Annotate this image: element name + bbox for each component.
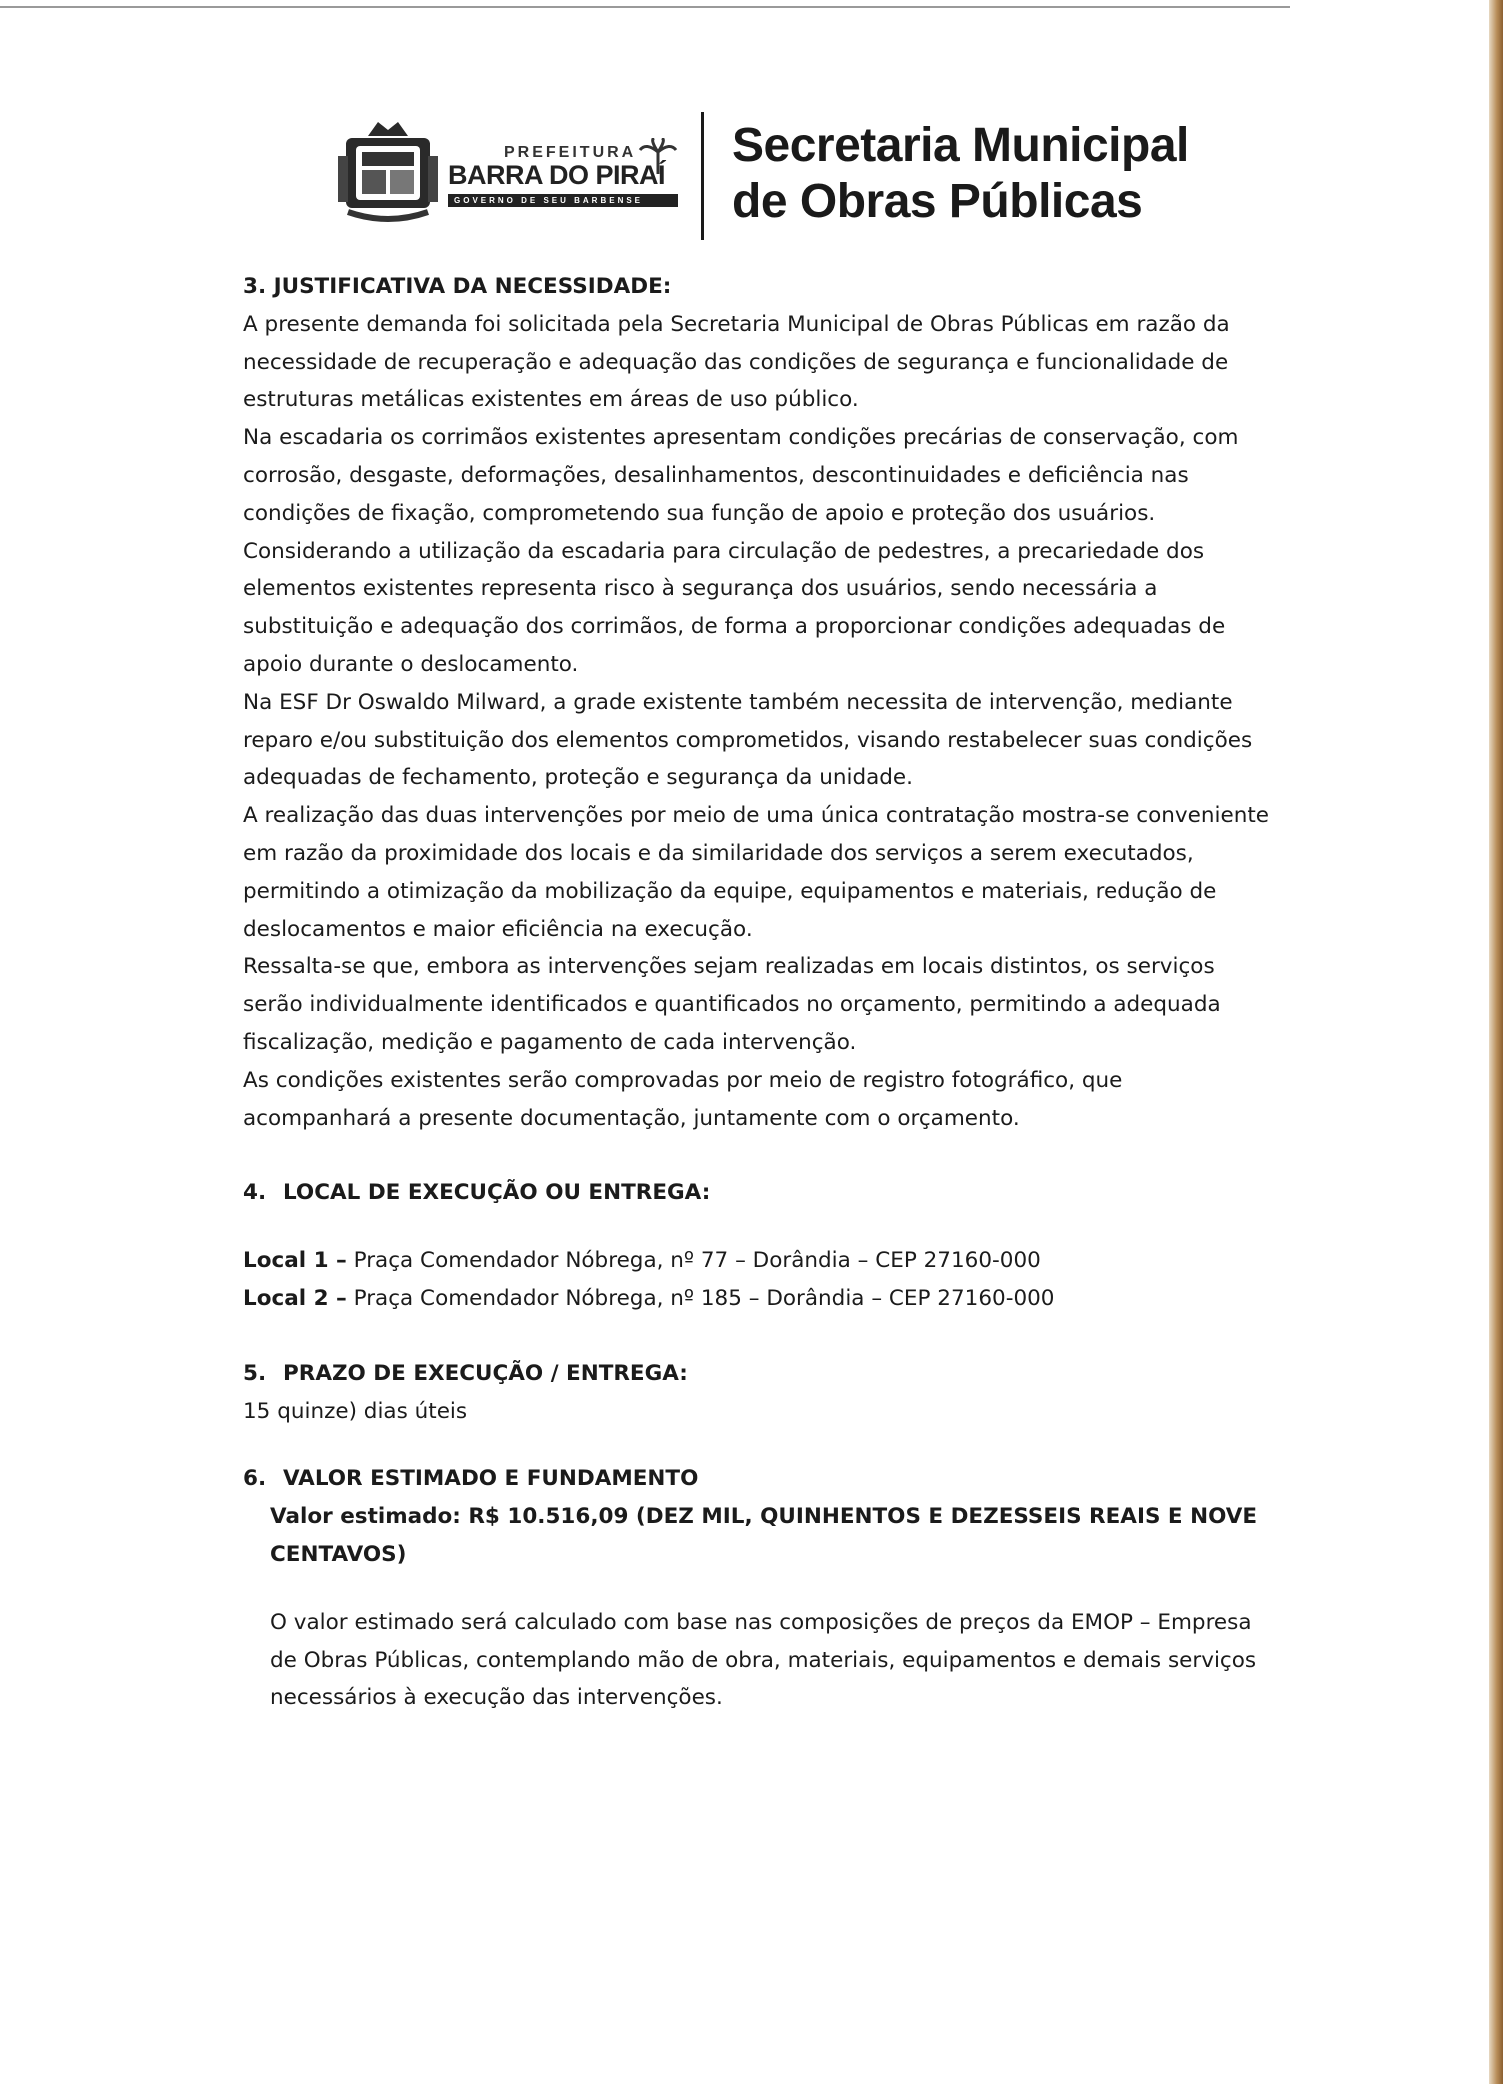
section-5-text: 15 quinze) dias úteis [243,1398,468,1424]
section-3-title: 3. JUSTIFICATIVA DA NECESSIDADE: [243,274,672,299]
location-2-label: Local 2 – [243,1285,347,1311]
section-3-paragraph-1: A presente demanda foi solicitada pela Secretaria Municipal de Obras Públicas em razão da necessidade de recuperação e adequação das condições de segurança e funcionalidade de estruturas metálicas existentes em áreas de uso público. [243,311,1230,413]
logo-city-name: BARRA DO PIRAÍ [448,160,666,190]
section-3-paragraph-7: As condições existentes serão comprovadas por meio de registro fotográfico, que acompanhará a presente documentação, juntamente com o orçamento. [243,1067,1123,1131]
section-5-title [243,1355,1273,1393]
location-1-label: Local 1 – [243,1248,347,1274]
section-6-text: O valor estimado será calculado com base nas composições de preços da EMOP – Empresa de Obras Públicas, contemplando mão de obra, materiais, equipamentos e demais serviços necessários à execução das intervenções. [270,1609,1257,1711]
department-title-line2: de Obras Públicas [732,175,1143,228]
estimated-value: Valor estimado: R$ 10.516,09 (DEZ MIL, QUINHENTOS E DEZESSEIS REAIS E NOVE CENTAVOS) [270,1504,1258,1567]
logo-prefeitura-text: PREFEITURA [504,144,637,161]
document-body [243,268,1273,1717]
location-2-address: Praça Comendador Nóbrega, nº 185 – Dorândia – CEP 27160-000 [353,1285,1055,1311]
section-5-number: 5. [243,1360,267,1386]
section-3-paragraph-4: Na ESF Dr Oswaldo Milward, a grade existente também necessita de intervenção, mediante reparo e/ou substituição dos elementos comprometidos, visando restabelecer suas condições adequadas de fechamento, proteção e segurança da unidade. [243,689,1253,791]
section-4-title [243,1174,1273,1212]
coat-of-arms-icon [338,116,438,226]
scan-edge [1489,0,1503,2084]
municipal-logo [338,116,688,226]
location-1 [243,1242,1273,1280]
logo-slogan: GOVERNO DE SEU BARBENSE [454,196,644,205]
palm-tree-icon [638,138,678,174]
top-rule [0,6,1290,8]
location-1-address: Praça Comendador Nóbrega, nº 77 – Dorândia – CEP 27160-000 [353,1248,1041,1274]
section-6-number: 6. [243,1466,267,1492]
department-title [732,118,1189,230]
section-5-title-text: PRAZO DE EXECUÇÃO / ENTREGA: [283,1360,688,1386]
section-4-number: 4. [243,1180,267,1206]
section-3-paragraph-3: Considerando a utilização da escadaria para circulação de pedestres, a precariedade dos elementos existentes representa risco à segurança dos usuários, sendo necessária a substituição e adequação dos corrimãos, de forma a proporcionar condições adequadas de apoio durante o deslocamento. [243,538,1226,677]
section-3-paragraph-6: Ressalta-se que, embora as intervenções sejam realizadas em locais distintos, os serviços serão individualmente identificados e quantificados no orçamento, permitindo a adequada fiscalização, medição e pagamento de cada intervenção. [243,954,1221,1055]
section-3-paragraph-2: Na escadaria os corrimãos existentes apresentam condições precárias de conservação, com corrosão, desgaste, deformações, desalinhamentos, descontinuidades e deficiência nas condições de fixação, comprometendo sua função de apoio e proteção dos usuários. [243,425,1239,526]
section-4-title-text: LOCAL DE EXECUÇÃO OU ENTREGA: [283,1180,711,1206]
section-6-title [243,1460,1273,1498]
department-title-line1: Secretaria Municipal [732,119,1189,172]
section-3-paragraph-5: A realização das duas intervenções por meio de uma única contratação mostra-se conveniente em razão da proximidade dos locais e da similaridade dos serviços a serem executados, permitindo a otimização da mobilização da equipe, equipamentos e materiais, redução de deslocamentos e maior eficiência na execução. [243,803,1269,942]
section-6-title-text: VALOR ESTIMADO E FUNDAMENTO [283,1466,699,1492]
header-divider [701,112,704,240]
location-2 [243,1280,1273,1318]
